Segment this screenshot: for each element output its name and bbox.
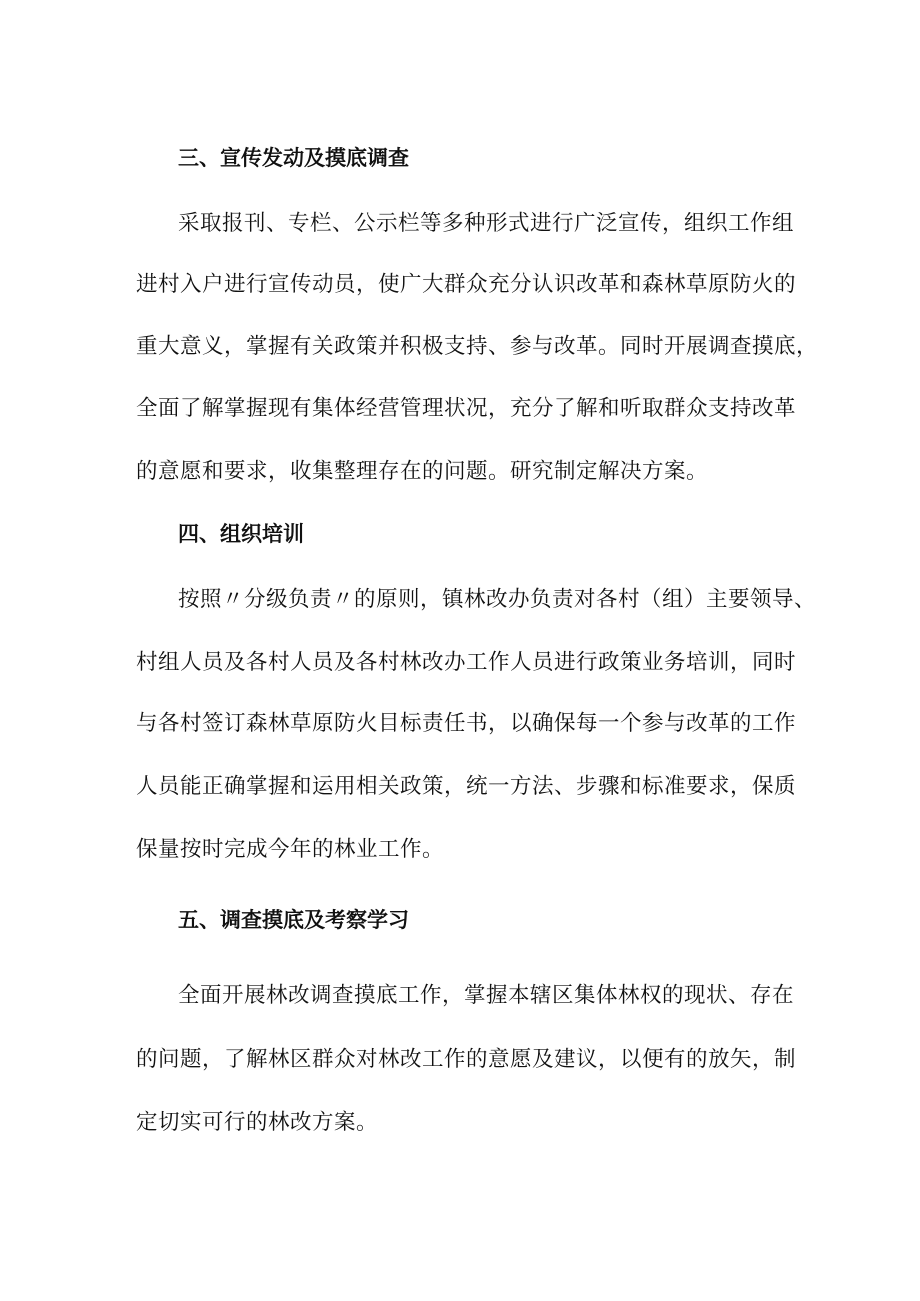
paragraph-line: 与各村签订森林草原防火目标责任书，以确保每一个参与改革的工作 — [136, 711, 797, 736]
paragraph-line: 全面开展林改调查摸底工作，掌握本辖区集体林权的现状、存在 — [178, 983, 795, 1008]
paragraph-line: 的问题，了解林区群众对林改工作的意愿及建议，以便有的放矢，制 — [136, 1047, 797, 1072]
paragraph-line: 定切实可行的林改方案。 — [136, 1110, 379, 1135]
paragraph-line: 按照〃分级负责〃的原则，镇林改办负责对各村（组）主要领导、 — [178, 587, 817, 612]
paragraph-line: 的意愿和要求，收集整理存在的问题。研究制定解决方案。 — [136, 459, 709, 484]
section-heading-3: 三、宣传发动及摸底调查 — [178, 145, 409, 170]
paragraph-line: 采取报刊、专栏、公示栏等多种形式进行广泛宣传，组织工作组 — [178, 211, 795, 236]
paragraph-line: 全面了解掌握现有集体经营管理状况，充分了解和听取群众支持改革 — [136, 396, 797, 421]
paragraph-line: 村组人员及各村人员及各村林改办工作人员进行政策业务培训，同时 — [136, 650, 797, 675]
paragraph-line: 进村入户进行宣传动员，使广大群众充分认识改革和森林草原防火的 — [136, 272, 797, 297]
paragraph-line: 人员能正确掌握和运用相关政策，统一方法、步骤和标准要求，保质 — [136, 774, 797, 799]
section-heading-5: 五、调查摸底及考察学习 — [178, 907, 409, 932]
section-heading-4: 四、组织培训 — [178, 521, 304, 546]
paragraph-line: 重大意义，掌握有关政策并积极支持、参与改革。同时开展调查摸底， — [136, 334, 819, 359]
paragraph-line: 保量按时完成今年的林业工作。 — [136, 837, 445, 862]
